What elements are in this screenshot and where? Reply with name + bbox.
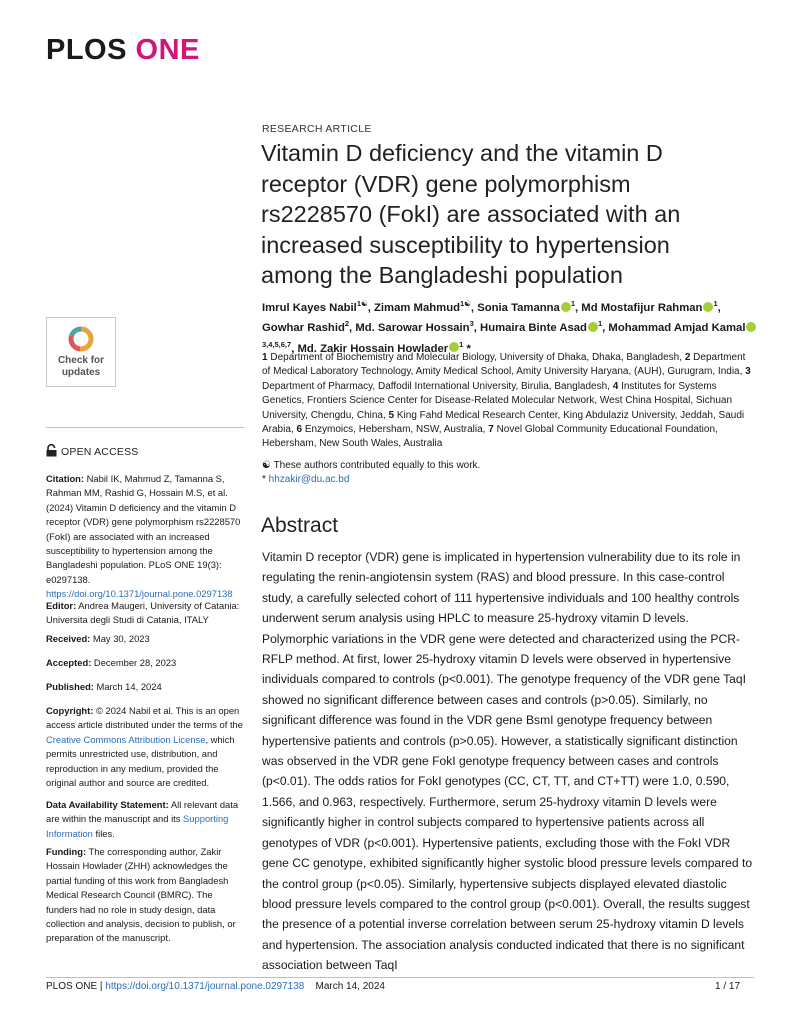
author-name: Mohammad Amjad Kamal	[608, 322, 746, 335]
article-title: Vitamin D deficiency and the vitamin D receptor (VDR) gene polymorphism rs2228570 (FokI) are associated with an increased susceptibility to hypertension among the Bangladeshi population	[261, 140, 681, 288]
author-affiliation-sup: 1☯	[356, 299, 368, 308]
affiliation-number: 1	[262, 352, 268, 363]
affiliation-number: 6	[296, 424, 303, 436]
data-availability-text: All relevant data are within the manuscript and its	[46, 799, 239, 825]
editor-text: Andrea Maugeri, University of Catania: Universita degli Studi di Catania, ITALY	[46, 600, 240, 626]
data-availability-text-end: files.	[92, 827, 115, 839]
published-block	[46, 680, 246, 694]
affiliation-number: 7	[488, 424, 494, 436]
citation-label: Citation:	[46, 473, 85, 484]
footer-divider	[46, 977, 754, 978]
copyright-block	[46, 704, 246, 790]
accepted-label: Accepted:	[46, 657, 92, 668]
affiliation-text: Department of Pharmacy, Daffodil International University, Birulia, Bangladesh,	[262, 380, 610, 392]
author-affiliation-sup: 3	[469, 319, 474, 329]
open-access-text: OPEN ACCESS	[61, 446, 139, 458]
affiliation-text: King Fahd Medical Research Center, King Abdulaziz University, Jeddah, Saudi Arabia,	[262, 409, 745, 436]
page-number: 1 / 17	[715, 981, 741, 992]
check-updates-line2: updates	[61, 366, 101, 378]
footer-doi-link[interactable]: https://doi.org/10.1371/journal.pone.0297138	[105, 981, 305, 992]
editor-block	[46, 599, 246, 628]
affiliation-text: Institutes for Systems Genetics, Frontiers Science Center for Disease-Related Molecular Network, West China Hospital, Sichuan University, Chengdu, China,	[262, 380, 733, 421]
citation-block	[46, 472, 246, 602]
author-affiliation-sup: 1	[570, 299, 576, 308]
affiliation-list	[262, 351, 752, 452]
citation-text: Nabil IK, Mahmud Z, Tamanna S, Rahman MM, Rashid G, Hossain M.S, et al. (2024) Vitamin D deficiency and the vitamin D receptor (VDR) gene polymorphism rs2228570 (FokI) are associated with an increased susceptibility to hypertension among the Bangladeshi population. PLoS ONE 19(3): e0297138.	[46, 473, 241, 585]
author-name: Md. Sarowar Hossain	[355, 322, 470, 335]
orcid-icon[interactable]	[561, 302, 571, 312]
funding-label: Funding:	[46, 846, 87, 857]
open-lock-icon	[46, 444, 57, 457]
email-link[interactable]: hhzakir@du.ac.bd	[268, 474, 350, 485]
sidebar-divider	[46, 427, 244, 428]
email-asterisk: *	[262, 474, 269, 485]
editor-label: Editor:	[46, 600, 77, 611]
affiliation-number: 2	[684, 352, 691, 363]
data-availability-block	[46, 798, 246, 841]
data-availability-label: Data Availability Statement:	[46, 799, 169, 810]
author-affiliation-sup: 1	[459, 339, 464, 349]
author-list: Imrul Kayes Nabil$^{1☯}$, Zimam Mahmud$^{1☯}$, Sonia Tamanna $^1$, Md Mostafijur Rahman $^1$, Gowhar Rashid$^2$, Md. Sarowar Hossain$^3$, Humaira Binte Asad $^1$, Mohammad Amjad Kamal$^{3,4,5,6,7}$, Md. Zakir Hossain Howlader $^1$ *	[262, 296, 762, 357]
author-affiliation-sup: 2	[344, 319, 350, 329]
article-type-label: RESEARCH ARTICLE	[262, 123, 372, 135]
author-name: Zimam Mahmud	[374, 301, 460, 314]
affiliation-number: 5	[388, 409, 395, 421]
affiliation-text: Department of Medical Laboratory Technology, Amity Medical School, Amity University Haryana, (AUH), Gurugram, India,	[262, 352, 746, 378]
equal-contribution-note: ☯ These authors contributed equally to this work.	[262, 460, 481, 471]
check-for-updates-badge[interactable]	[46, 317, 116, 387]
footer-separator: |	[97, 981, 106, 992]
published-label: Published:	[46, 681, 94, 692]
citation-doi-link[interactable]: https://doi.org/10.1371/journal.pone.0297138	[46, 588, 233, 600]
journal-logo	[46, 34, 200, 67]
affiliation-number: 4	[612, 380, 619, 392]
author-name: Imrul Kayes Nabil	[262, 301, 357, 314]
abstract-heading: Abstract	[261, 514, 339, 537]
funding-text: The corresponding author, Zakir Hossain Howlader (ZHH) acknowledges the partial funding of this work from Bangladesh Medical Research Council (BMRC). The funders had no role in study design, data collection and analysis, decision to publish, or preparation of the manuscript.	[46, 846, 236, 944]
corresponding-marker: *	[466, 342, 471, 355]
received-date: May 30, 2023	[90, 633, 150, 644]
author-affiliation-sup: 3,4,5,6,7	[262, 339, 292, 349]
orcid-icon[interactable]	[746, 322, 756, 332]
author-name: Md Mostafijur Rahman	[581, 301, 703, 314]
copyright-text-end: , which permits unrestricted use, distribution, and reproduction in any medium, provided the original author and source are credited.	[46, 733, 235, 789]
affiliation-text: Department of Biochemistry and Molecular Biology, University of Dhaka, Dhaka, Bangladesh,	[270, 352, 683, 363]
received-label: Received:	[46, 633, 91, 644]
corresponding-email	[262, 474, 349, 485]
footer-citation	[46, 981, 385, 992]
open-access-label	[46, 444, 138, 458]
author-name: Gowhar Rashid	[262, 322, 345, 335]
author-affiliation-sup: 1☯	[460, 299, 471, 308]
cc-license-link[interactable]: Creative Commons Attribution License	[46, 733, 206, 745]
author-name: Humaira Binte Asad	[480, 322, 587, 335]
orcid-icon[interactable]	[588, 322, 598, 332]
affiliation-text: Enzymoics, Hebersham, NSW, Australia,	[304, 424, 486, 436]
received-block	[46, 632, 246, 646]
supporting-information-link[interactable]: Supporting Information	[46, 813, 229, 839]
accepted-date: December 28, 2023	[91, 657, 177, 668]
footer-date: March 14, 2024	[315, 981, 385, 992]
abstract-text: Vitamin D receptor (VDR) gene is implicated in hypertension vulnerability due to its role in regulating the renin-angiotensin system (RAS) and blood pressure. In this case-control study, a carefully selected cohort of 111 hypertensive individuals and 100 healthy controls underwent serum analysis using HPLC to measure 25-hydroxy vitamin D levels. Polymorphic variations in the VDR gene were detected and characterized using the PCR-RFLP method. At first, lower 25-hydroxy vitamin D levels were observed in hypertensive individuals compared to controls (p<0.001). The genotype frequency of the VDR gene TaqI showed no significant difference between cases and controls (p>0.05). Similarly, no significant difference was found in the VDR gene BsmI genotype frequency between hypertensive patients and controls (p>0.05). However, a statistically significant distinction was observed in the VDR gene FokI genotype frequency between cases and controls (p<0.01). The odds ratios for FokI genotypes (CC, CT, TT, and CT+TT) were 1.0, 0.590, 1.566, and 0.963, respectively. Furthermore, serum 25-hydroxy vitamin D levels were significantly higher in control subjects compared to hypertensive patients across all genotypes of VDR (p<0.001). Hypertensive patients, excluding those with the FokI VDR gene CC genotype, exhibited significantly higher systolic blood pressure levels compared to the control group (p<0.05). Similarly, hypertensive subjects displayed elevated diastolic blood pressure levels compared to the control group (p<0.001). Overall, the results suggest the presence of a potential inverse correlation between serum 25-hydroxy vitamin D levels and hypertension. The association analysis conducted indicated that there is no significant association between TaqI	[262, 550, 753, 973]
funding-block	[46, 845, 246, 946]
check-updates-label	[47, 355, 115, 378]
published-date: March 14, 2024	[93, 681, 162, 692]
author-affiliation-sup: 1	[597, 319, 603, 329]
copyright-text: © 2024 Nabil et al. This is an open access article distributed under the terms of the	[46, 705, 243, 731]
logo-one-text: ONE	[135, 34, 200, 66]
footer-journal: PLOS ONE	[46, 981, 98, 992]
affiliation-number: 3	[745, 366, 751, 378]
check-updates-line1: Check for	[57, 355, 105, 366]
author-name: Sonia Tamanna	[477, 301, 560, 314]
author-affiliation-sup: 1	[713, 299, 718, 308]
orcid-icon[interactable]	[703, 302, 713, 312]
affiliation-text: Novel Global Community Educational Foundation, Hebersham, New South Wales, Australia	[262, 424, 718, 450]
author-name: Md. Zakir Hossain Howlader	[297, 342, 449, 355]
copyright-label: Copyright:	[46, 705, 94, 716]
check-updates-icon	[68, 326, 94, 352]
logo-plos-text: PLOS	[46, 34, 127, 66]
accepted-block	[46, 656, 246, 670]
